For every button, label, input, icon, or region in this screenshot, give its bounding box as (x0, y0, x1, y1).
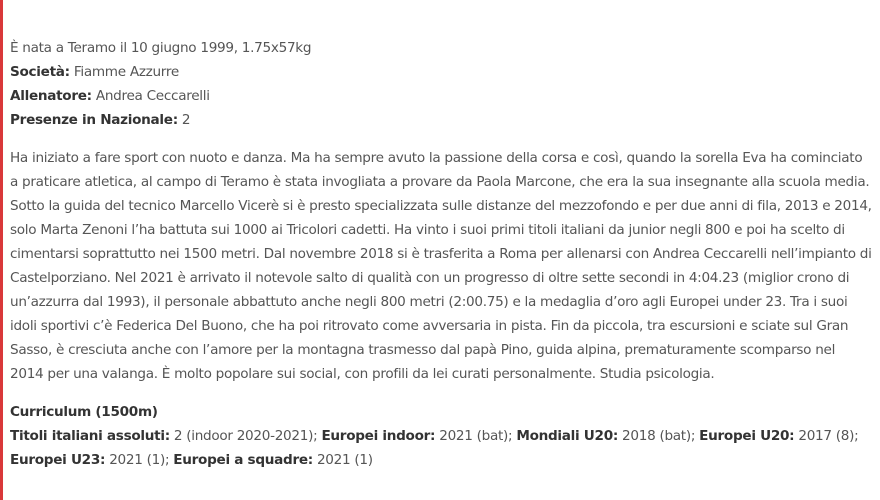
birth-line: È nata a Teramo il 10 giugno 1999, 1.75x57kg (10, 40, 312, 56)
coach-label: Allenatore: (10, 88, 92, 104)
club-label: Società: (10, 64, 70, 80)
club-value: Fiamme Azzurre (73, 64, 179, 80)
caps-value: 2 (181, 112, 191, 128)
europei-indoor-value: 2021 (bat); (439, 428, 513, 444)
curriculum-results (10, 424, 872, 472)
curriculum-section (10, 400, 872, 472)
europei-squadre-value: 2021 (1) (316, 452, 373, 468)
mondiali-u20-label: Mondiali U20: (516, 428, 618, 444)
coach-line (10, 84, 872, 108)
europei-indoor-label: Europei indoor: (321, 428, 436, 444)
caps-line (10, 108, 872, 132)
curriculum-heading-text: Curriculum (1500m) (10, 404, 158, 420)
club-line (10, 60, 872, 84)
europei-u23-label: Europei U23: (10, 452, 106, 468)
curriculum-heading (10, 400, 872, 424)
europei-squadre-label: Europei a squadre: (173, 452, 313, 468)
left-accent-bar (0, 0, 3, 500)
mondiali-u20-value: 2018 (bat); (622, 428, 696, 444)
titoli-value: 2 (indoor 2020-2021); (173, 428, 318, 444)
athlete-profile (10, 36, 872, 472)
biography-paragraph: Ha iniziato a fare sport con nuoto e danza. Ma ha sempre avuto la passione della corsa e così, quando la sorella Eva ha cominciato a praticare atletica, al campo di Teramo è stata invogliata a provare da Paola Marcone, che era la sua insegnante alla scuola media. Sotto la guida del tecnico Marcello Vicerè si è presto specializzata sulle distanze del mezzofondo e per due anni di fila, 2013 e 2014, solo Marta Zenoni l’ha battuta sui 1000 ai Tricolori cadetti. Ha vinto i suoi primi titoli italiani da junior negli 800 e poi ha scelto di cimentarsi soprattutto nei 1500 metri. Dal novembre 2018 si è trasferita a Roma per allenarsi con Andrea Ceccarelli nell’impianto di Castelporziano. Nel 2021 è arrivato il notevole salto di qualità con un progresso di oltre sette secondi in 4:04.23 (miglior crono di un’azzurra dal 1993), il personale abbattuto anche negli 800 metri (2:00.75) e la medaglia d’oro agli Europei under 23. Tra i suoi idoli sportivi c’è Federica Del Buono, che ha poi ritrovato come avversaria in pista. Fin da piccola, tra escursioni e sciate sul Gran Sasso, è cresciuta anche con l’amore per la montagna trasmesso dal papà Pino, guida alpina, prematuramente scomparso nel 2014 per una valanga. È molto popolare sui social, con profili da lei curati personalmente. Studia psicologia. (10, 150, 872, 382)
athlete-info (10, 36, 872, 132)
coach-value: Andrea Ceccarelli (95, 88, 210, 104)
europei-u20-value: 2017 (8); (798, 428, 859, 444)
europei-u23-value: 2021 (1); (109, 452, 170, 468)
titoli-label: Titoli italiani assoluti: (10, 428, 170, 444)
caps-label: Presenze in Nazionale: (10, 112, 178, 128)
europei-u20-label: Europei U20: (699, 428, 795, 444)
